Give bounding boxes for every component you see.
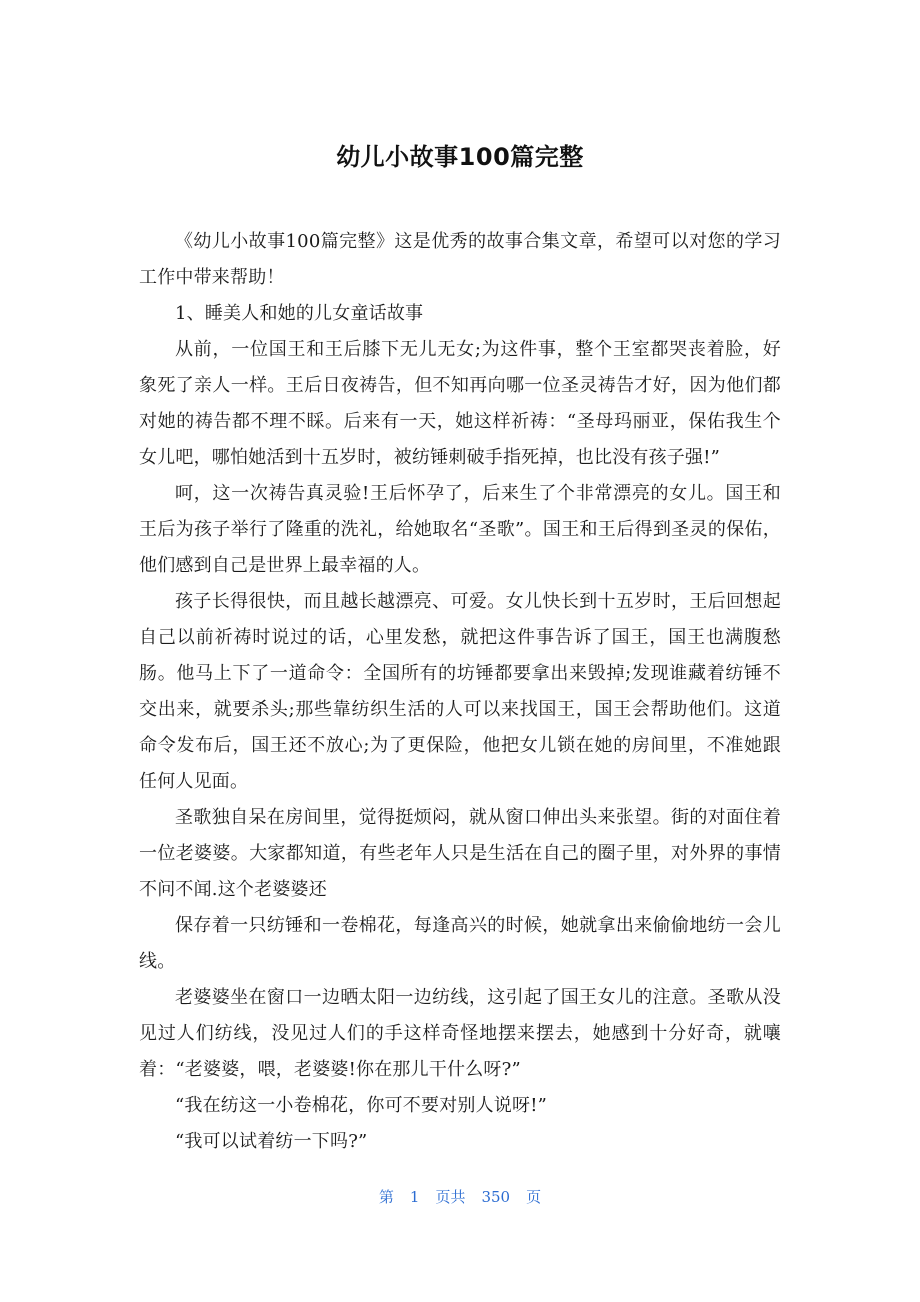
- footer-page-prefix: 第: [378, 1188, 394, 1206]
- footer-total-pages: 350: [481, 1188, 511, 1206]
- document-title: 幼儿小故事100篇完整: [336, 143, 584, 171]
- document-body: [139, 224, 781, 1160]
- dialogue-line: “我在纺这一小卷棉花，你可不要对别人说呀!”: [175, 1095, 548, 1116]
- story-paragraph: 老婆婆坐在窗口一边晒太阳一边纺线，这引起了国王女儿的注意。圣歌从没见过人们纺线，没见过人们的手这样奇怪地摆来摆去，她感到十分好奇，就嚷着：“老婆婆，喂，老婆婆!你在那儿干什么呀?”: [139, 987, 781, 1080]
- story-paragraph: 孩子长得很快，而且越长越漂亮、可爱。女儿快长到十五岁时，王后回想起自己以前祈祷时说过的话，心里发愁，就把这件事告诉了国王，国王也满腹愁肠。他马上下了一道命令：全国所有的坊锤都要拿出来毁掉;发现谁藏着纺锤不交出来，就要杀头;那些靠纺织生活的人可以来找国王，国王会帮助他们。这道命令发布后，国王还不放心;为了更保险，他把女儿锁在她的房间里，不准她跟任何人见面。: [139, 591, 781, 792]
- story-heading: 1、睡美人和她的儿女童话故事: [175, 303, 424, 324]
- intro-paragraph: 《幼儿小故事100篇完整》这是优秀的故事合集文章，希望可以对您的学习工作中带来帮助！: [139, 231, 781, 288]
- dialogue-line: “我可以试着纺一下吗?”: [175, 1131, 368, 1152]
- story-paragraph: 圣歌独自呆在房间里，觉得挺烦闷，就从窗口伸出头来张望。街的对面住着一位老婆婆。大家都知道，有些老年人只是生活在自己的圈子里，对外界的事情不问不闻.这个老婆婆还: [139, 807, 781, 900]
- footer-page-number: 1: [409, 1188, 420, 1206]
- page-footer: [0, 1186, 920, 1208]
- story-paragraph: 保存着一只纺锤和一卷棉花，每逢高兴的时候，她就拿出来偷偷地纺一会儿线。: [139, 915, 781, 972]
- story-paragraph: 呵，这一次祷告真灵验!王后怀孕了，后来生了个非常漂亮的女儿。国王和王后为孩子举行了隆重的洗礼，给她取名“圣歌”。国王和王后得到圣灵的保佑，他们感到自己是世界上最幸福的人。: [139, 483, 781, 576]
- story-paragraph: 从前，一位国王和王后膝下无儿无女;为这件事，整个王室都哭丧着脸，好象死了亲人一样。王后日夜祷告，但不知再向哪一位圣灵祷告才好，因为他们都对她的祷告都不理不睬。后来有一天，她这样祈祷：“圣母玛丽亚，保佑我生个女儿吧，哪怕她活到十五岁时，被纺锤刺破手指死掉，也比没有孩子强!”: [139, 339, 781, 468]
- footer-page-middle: 页共: [435, 1188, 466, 1206]
- footer-page-suffix: 页: [526, 1188, 542, 1206]
